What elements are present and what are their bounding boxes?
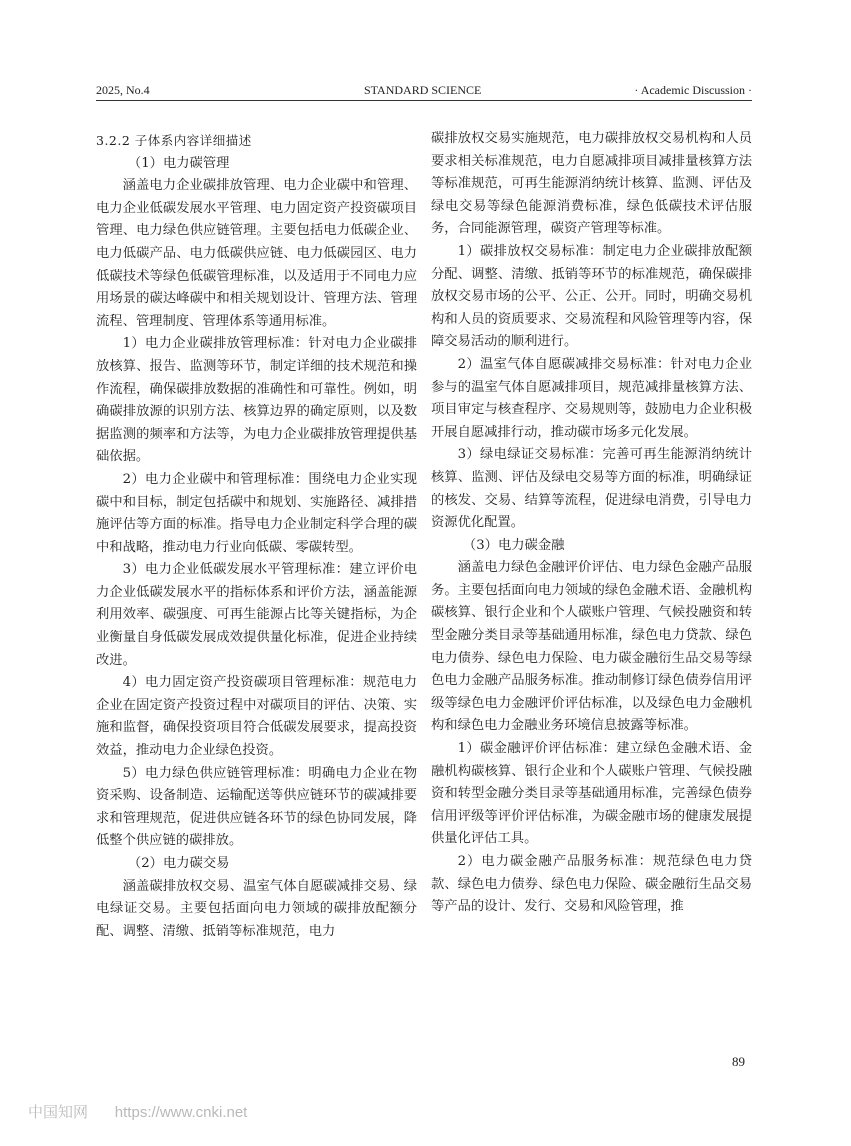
page-number: 89 [732, 1054, 745, 1069]
subsection-heading: （2）电力碳交易 [127, 856, 230, 871]
body-paragraph: 5）电力绿色供应链管理标准：明确电力企业在物资采购、设备制造、运输配送等供应链环节的碳减排要求和管理规范，促进供应链各环节的绿色协同发展，降低整个供应链的碳排放。 [96, 765, 417, 849]
header-rule [96, 100, 752, 101]
left-column [96, 130, 417, 943]
continued-paragraph: 碳排放权交易实施规范，电力碳排放权交易机构和人员要求相关标准规范，电力自愿减排项目减排量核算方法等标准规范，可再生能源消纳统计核算、监测、评估及绿电交易等绿色能源消费标准，绿色低碳技术评估服务，合同能源管理，碳资产管理等标准。 [431, 131, 752, 237]
cnki-watermark [28, 1101, 247, 1122]
subsection-heading: （3）电力碳金融 [462, 537, 565, 553]
body-paragraph: 2）电力企业碳中和管理标准：围绕电力企业实现碳中和目标，制定包括碳中和规划、实施路径、减排措施评估等方面的标准。指导电力企业制定科学合理的碳中和战略，推动电力行业向低碳、零碳转型。 [96, 471, 417, 555]
body-paragraph: 4）电力固定资产投资碳项目管理标准：规范电力企业在固定资产投资过程中对碳项目的评估、决策、实施和监督，确保投资项目符合低碳发展要求，提高投资效益，推动电力企业绿色投资。 [96, 675, 417, 759]
running-header [96, 83, 752, 99]
body-paragraph: 2）电力碳金融产品服务标准：规范绿色电力贷款、绿色电力债券、绿色电力保险、碳金融衍生品交易等产品的设计、发行、交易和风险管理，推 [431, 854, 752, 915]
right-column [431, 128, 752, 919]
section-label: · Academic Discussion · [634, 83, 752, 97]
issue-label: 2025, No.4 [96, 83, 150, 97]
body-paragraph: 3）电力企业低碳发展水平管理标准：建立评价电力企业低碳发展水平的指标体系和评价方法，涵盖能源利用效率、碳强度、可再生能源占比等关键指标，为企业衡量自身低碳发展成效提供量化标准，促进企业持续改进。 [96, 562, 417, 668]
body-paragraph: 1）碳金融评价评估标准：建立绿色金融术语、金融机构碳核算、银行企业和个人碳账户管理、气候投融资和转型金融分类目录等基础通用标准，完善绿色债券信用评级等评价评估标准，为碳金融市场的健康发展提供量化评估工具。 [431, 741, 752, 847]
body-paragraph: 涵盖电力企业碳排放管理、电力企业碳中和管理、电力企业低碳发展水平管理、电力固定资产投资碳项目管理、电力绿色供应链管理。主要包括电力低碳企业、电力低碳产品、电力低碳供应链、电力低碳园区、电力低碳技术等绿色低碳管理标准，以及适用于不同电力应用场景的碳达峰碳中和相关规划设计、管理方法、管理流程、管理制度、管理体系等通用标准。 [96, 178, 417, 329]
body-paragraph: 1）电力企业碳排放管理标准：针对电力企业碳排放核算、报告、监测等环节，制定详细的技术规范和操作流程，确保碳排放数据的准确性和可靠性。例如，明确碳排放源的识别方法、核算边界的确定原则，以及数据监测的频率和方法等，为电力企业碳排放管理提供基础依据。 [96, 336, 417, 465]
body-paragraph: 2）温室气体自愿碳减排交易标准：针对电力企业参与的温室气体自愿减排项目，规范减排量核算方法、项目审定与核查程序、交易规则等，鼓励电力企业积极开展自愿减排行动，推动碳市场多元化发展。 [431, 356, 752, 440]
body-paragraph: 涵盖碳排放权交易、温室气体自愿碳减排交易、绿电绿证交易。主要包括面向电力领域的碳排放配额分配、调整、清缴、抵销等标准规范，电力 [96, 878, 417, 939]
body-paragraph: 涵盖电力绿色金融评价评估、电力绿色金融产品服务。主要包括面向电力领域的绿色金融术语、金融机构碳核算、银行企业和个人碳账户管理、气候投融资和转型金融分类目录等基础通用标准，绿色电力贷款、绿色电力债券、绿色电力保险、电力碳金融衍生品交易等绿色电力金融产品服务标准。推动制修订绿色债券信用评级等绿色电力金融评价评估标准，以及绿色电力金融机构和绿色电力金融业务环境信息披露等标准。 [431, 560, 752, 734]
watermark-logo-text: 中国知网 [28, 1103, 89, 1121]
body-paragraph: 3）绿电绿证交易标准：完善可再生能源消纳统计核算、监测、评估及绿电交易等方面的标准，明确绿证的核发、交易、结算等流程，促进绿电消费，引导电力资源优化配置。 [431, 447, 752, 531]
journal-name: STANDARD SCIENCE [364, 83, 482, 97]
watermark-url: https://www.cnki.net [114, 1104, 248, 1121]
section-heading: 3.2.2 子体系内容详细描述 [96, 133, 252, 148]
subsection-heading: （1）电力碳管理 [127, 155, 230, 171]
body-paragraph: 1）碳排放权交易标准：制定电力企业碳排放配额分配、调整、清缴、抵销等环节的标准规范，确保碳排放权交易市场的公平、公正、公开。同时，明确交易机构和人员的资质要求、交易流程和风险管理等内容，保障交易活动的顺利进行。 [431, 243, 752, 350]
